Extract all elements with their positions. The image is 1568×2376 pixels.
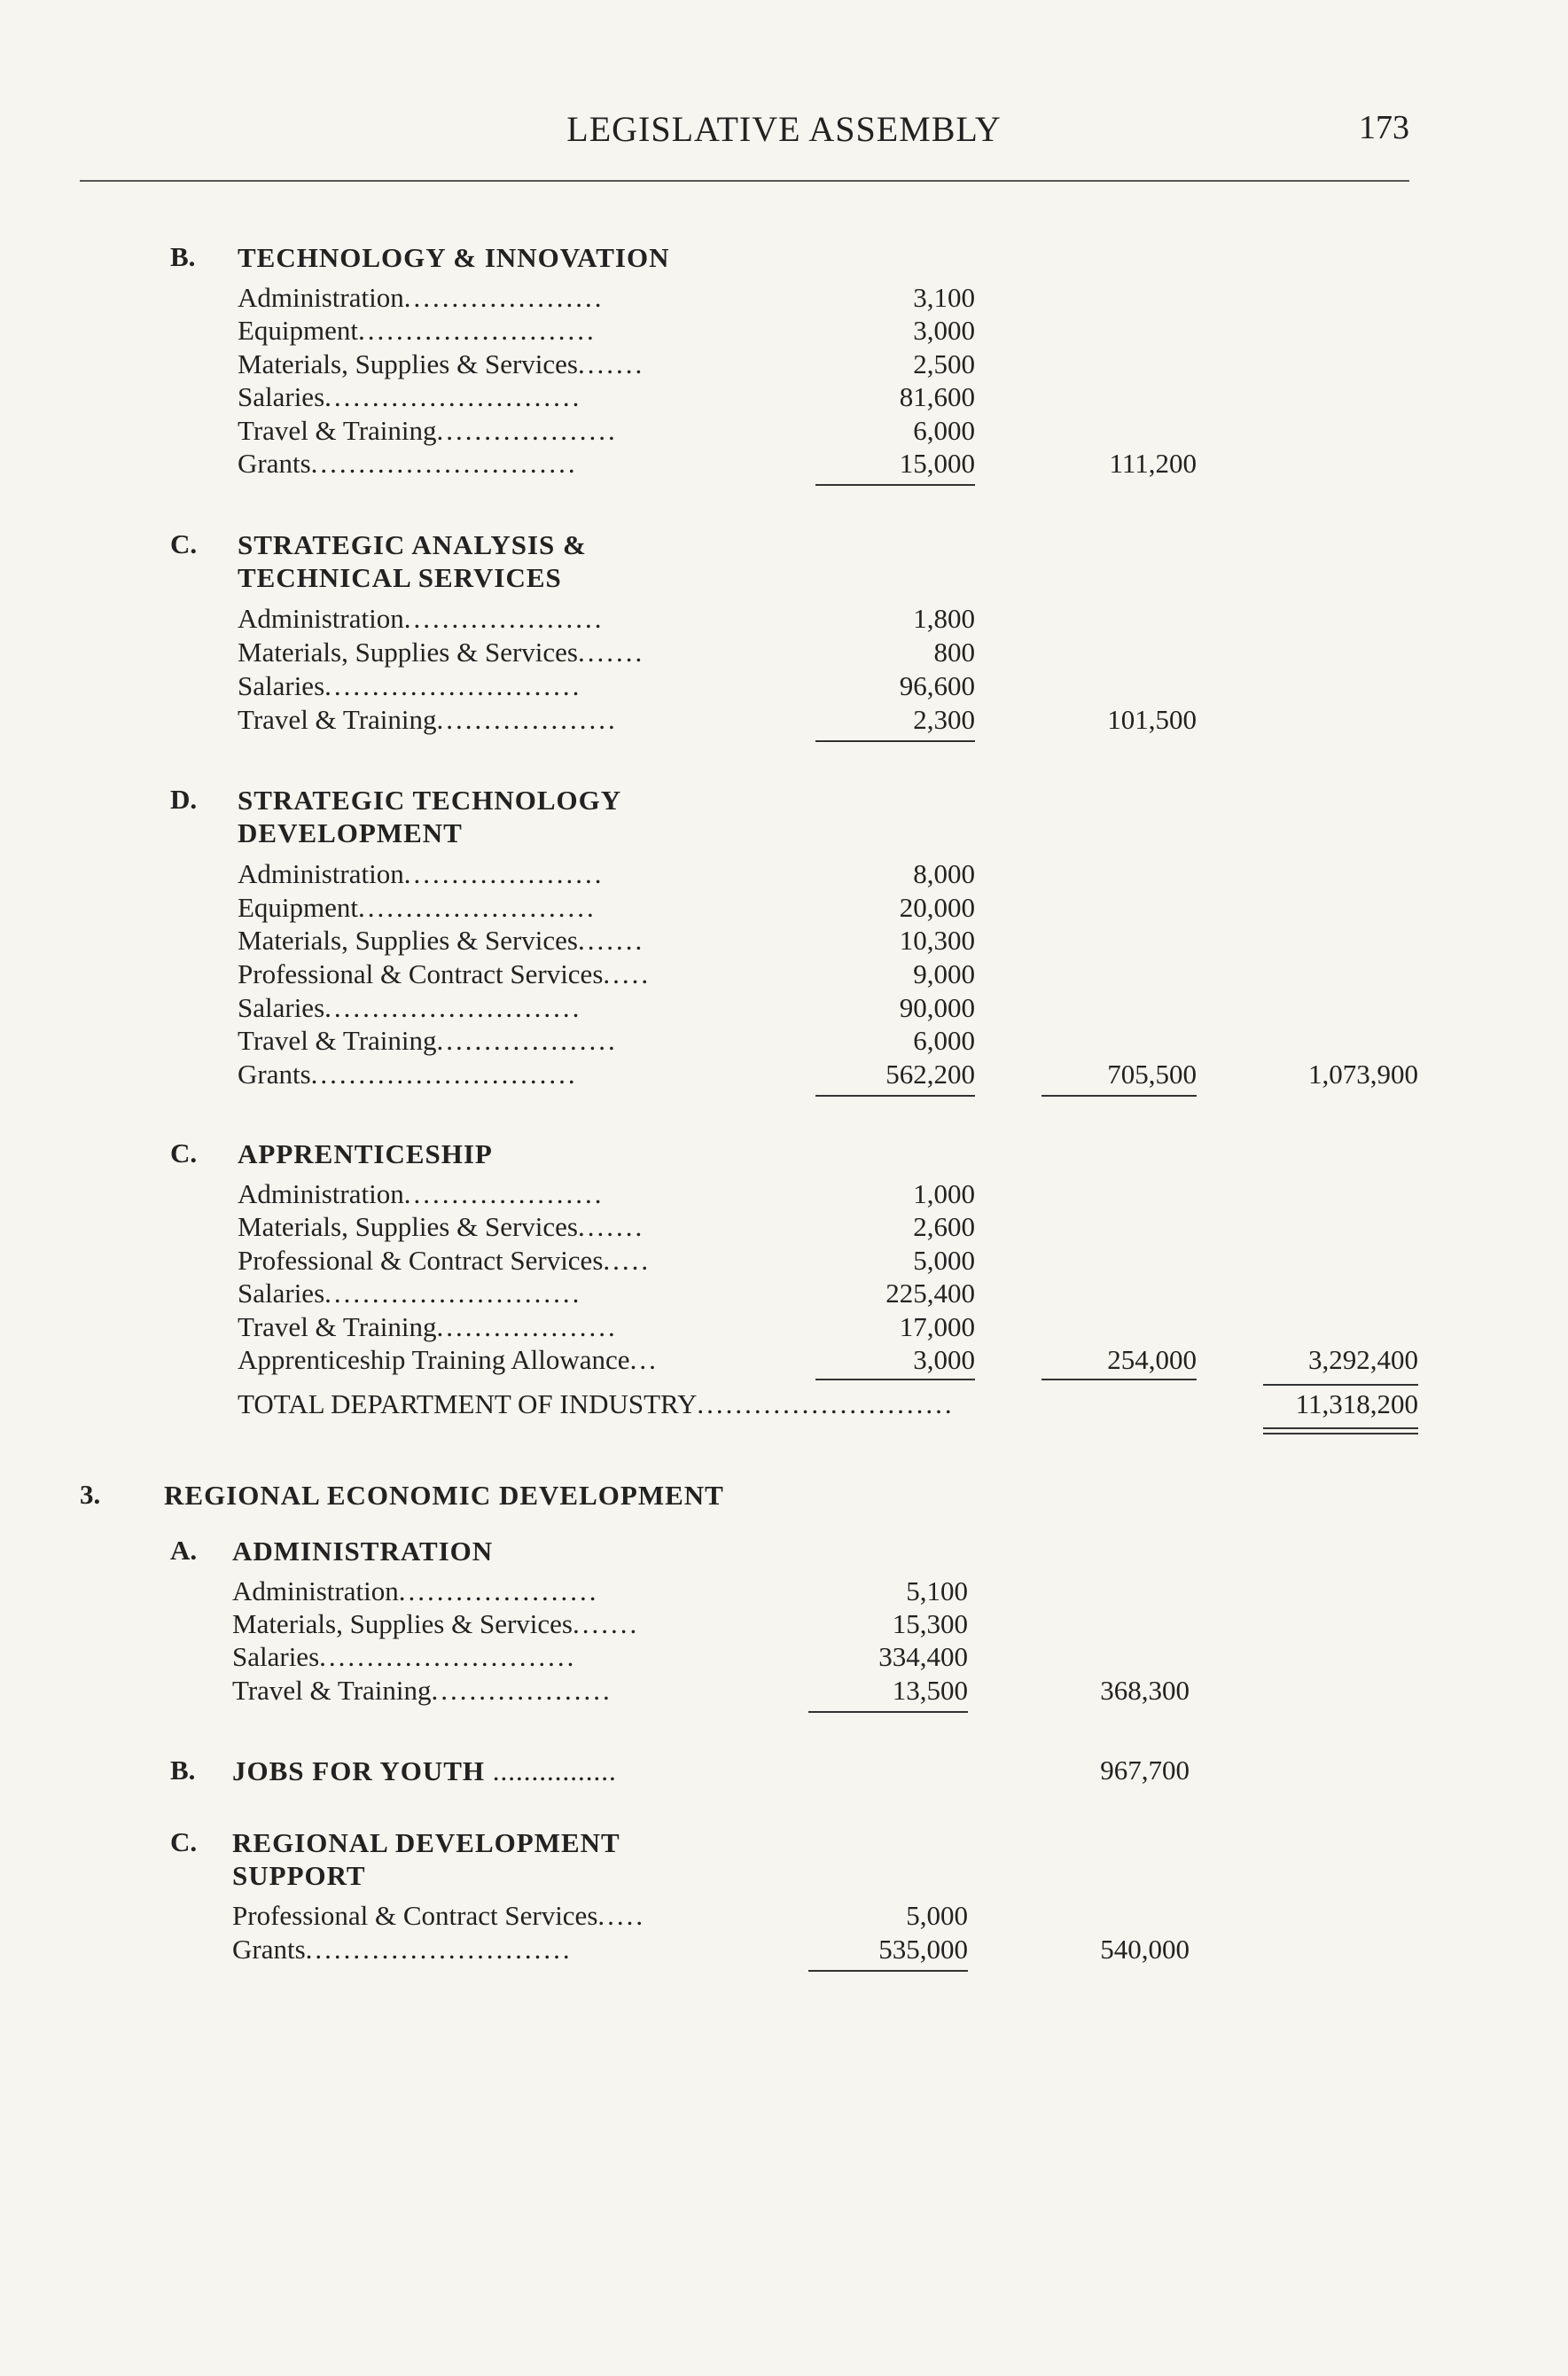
amount-rule <box>815 740 975 742</box>
line-amount: 90,000 <box>899 992 975 1023</box>
line-amount: 9,000 <box>913 958 975 989</box>
line-item: Administration..................... <box>238 282 605 313</box>
line-item: Salaries........................... <box>238 381 582 412</box>
line-item: Materials, Supplies & Services....... <box>238 348 645 379</box>
line-amount: 5,100 <box>906 1575 968 1606</box>
section-title-line2: SUPPORT <box>232 1860 366 1891</box>
line-amount: 1,800 <box>913 603 975 634</box>
line-item: Travel & Training................... <box>238 704 618 735</box>
line-item: Apprenticeship Training Allowance... <box>238 1344 659 1375</box>
line-amount: 2,300 <box>913 704 975 735</box>
group-total: 1,073,900 <box>1308 1059 1418 1090</box>
section-subtotal: 111,200 <box>1109 448 1197 479</box>
line-amount: 13,500 <box>892 1675 968 1706</box>
line-amount: 15,000 <box>899 448 975 479</box>
line-amount: 5,000 <box>913 1245 975 1276</box>
line-amount: 3,000 <box>913 315 975 346</box>
subtotal-rule <box>1041 1095 1197 1097</box>
line-item: Administration..................... <box>232 1575 599 1606</box>
line-amount: 20,000 <box>899 892 975 923</box>
section-letter: B. <box>170 241 196 272</box>
amount-rule <box>815 1095 975 1097</box>
section-title-line2: TECHNICAL SERVICES <box>238 562 562 593</box>
line-item: Administration..................... <box>238 858 605 889</box>
line-item: Materials, Supplies & Services....... <box>232 1608 640 1639</box>
line-amount: 17,000 <box>899 1311 975 1342</box>
line-amount: 5,000 <box>906 1900 968 1931</box>
line-item: Salaries........................... <box>238 1278 582 1309</box>
section-title: APPRENTICESHIP <box>238 1138 493 1169</box>
section-subtotal: 254,000 <box>1107 1344 1197 1375</box>
section-title: ADMINISTRATION <box>232 1536 494 1567</box>
line-item: Professional & Contract Services..... <box>232 1900 646 1931</box>
line-item: Administration..................... <box>238 603 605 634</box>
page-header-title: LEGISLATIVE ASSEMBLY <box>566 109 1002 149</box>
line-amount: 96,600 <box>899 670 975 701</box>
section-title: TECHNOLOGY & INNOVATION <box>238 242 670 273</box>
line-item: Equipment......................... <box>238 892 597 923</box>
line-amount: 10,300 <box>899 925 975 956</box>
line-amount: 225,400 <box>885 1278 975 1309</box>
page-number: 173 <box>1359 109 1409 146</box>
amount-rule <box>815 484 975 486</box>
line-amount: 535,000 <box>878 1934 968 1965</box>
amount-rule <box>808 1711 968 1713</box>
department-total-amount: 11,318,200 <box>1295 1388 1418 1419</box>
line-amount: 562,200 <box>885 1059 975 1090</box>
line-item: Travel & Training................... <box>238 1311 618 1342</box>
line-amount: 1,000 <box>913 1178 975 1209</box>
line-amount: 2,500 <box>913 348 975 379</box>
line-amount: 6,000 <box>913 1025 975 1056</box>
section-subtotal: 101,500 <box>1107 704 1197 735</box>
line-item: Salaries........................... <box>238 670 582 701</box>
section-letter: A. <box>170 1535 198 1566</box>
section-letter: C. <box>170 528 198 559</box>
section-subtotal: 705,500 <box>1107 1059 1197 1090</box>
section-letter: C. <box>170 1826 198 1857</box>
line-item: Equipment......................... <box>238 315 597 346</box>
subtotal-rule <box>1041 1379 1197 1380</box>
line-amount: 334,400 <box>878 1641 968 1672</box>
section-subtotal: 540,000 <box>1100 1934 1190 1965</box>
section-subtotal: 368,300 <box>1100 1675 1190 1706</box>
amount-rule <box>815 1379 975 1380</box>
section-title-line1: STRATEGIC ANALYSIS & <box>238 529 587 560</box>
section-letter: C. <box>170 1137 198 1168</box>
line-amount: 8,000 <box>913 858 975 889</box>
line-item: Grants............................ <box>238 1059 578 1090</box>
line-item: Grants............................ <box>232 1934 573 1965</box>
line-amount: 2,600 <box>913 1211 975 1242</box>
line-item: Travel & Training................... <box>238 1025 618 1056</box>
line-item: Salaries........................... <box>232 1641 577 1672</box>
line-item: Materials, Supplies & Services....... <box>238 1211 645 1242</box>
section-letter: B. <box>170 1755 196 1786</box>
section-title-line2: DEVELOPMENT <box>238 817 463 848</box>
section-title-line1: STRATEGIC TECHNOLOGY <box>238 785 622 816</box>
line-amount: 15,300 <box>892 1608 968 1639</box>
section-subtotal: 967,700 <box>1100 1755 1190 1786</box>
line-item: Professional & Contract Services..... <box>238 1245 651 1276</box>
header-rule <box>80 180 1409 182</box>
group-total: 3,292,400 <box>1308 1344 1418 1375</box>
line-item: Travel & Training................... <box>238 415 618 446</box>
line-amount: 800 <box>933 637 975 668</box>
line-item: Administration..................... <box>238 1178 605 1209</box>
line-amount: 6,000 <box>913 415 975 446</box>
department-total-label: TOTAL DEPARTMENT OF INDUSTRY........................... <box>238 1388 955 1419</box>
line-item: Professional & Contract Services..... <box>238 958 651 989</box>
line-item: Travel & Training................... <box>232 1675 612 1706</box>
line-amount: 3,000 <box>913 1344 975 1375</box>
section-title-line1: REGIONAL DEVELOPMENT <box>232 1827 620 1858</box>
line-amount: 3,100 <box>913 282 975 313</box>
line-item: Materials, Supplies & Services....... <box>238 925 645 956</box>
line-amount: 81,600 <box>899 381 975 412</box>
double-underline <box>1263 1427 1418 1434</box>
line-item: Grants............................ <box>238 448 578 479</box>
line-item: Materials, Supplies & Services....... <box>238 637 645 668</box>
line-item: Salaries........................... <box>238 992 582 1023</box>
total-rule <box>1263 1384 1418 1386</box>
section-letter: D. <box>170 784 198 815</box>
part-title: REGIONAL ECONOMIC DEVELOPMENT <box>164 1480 724 1511</box>
section-title: JOBS FOR YOUTH ................ <box>232 1755 617 1786</box>
part-number: 3. <box>80 1479 101 1510</box>
amount-rule <box>808 1970 968 1972</box>
